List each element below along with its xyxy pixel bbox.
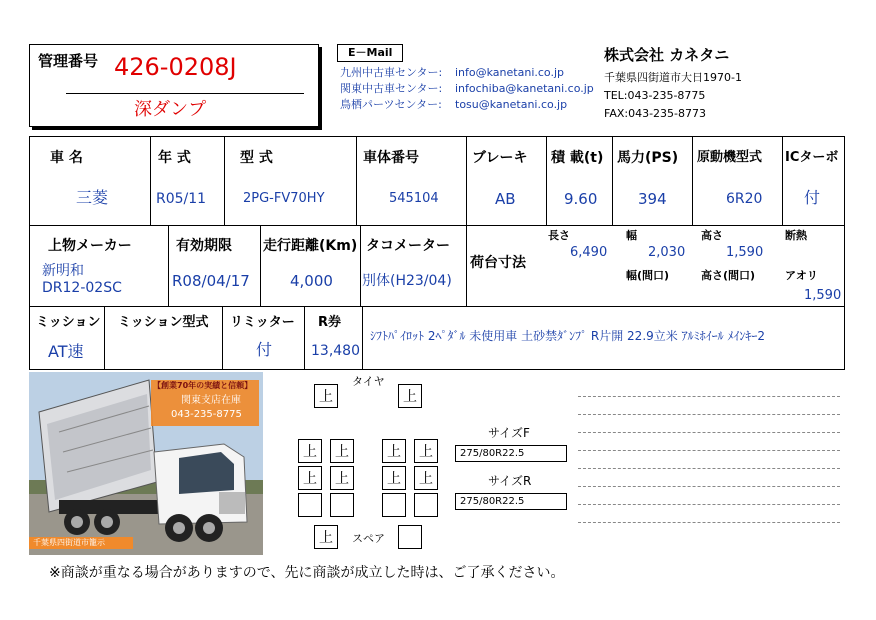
email-label: E－Mail	[348, 46, 393, 59]
size-r-label: サイズR	[488, 474, 532, 488]
tire-r1-lr: 上	[330, 439, 354, 463]
rule	[150, 136, 151, 225]
tire-front-left: 上	[314, 384, 338, 408]
header-model: 型 式	[240, 150, 273, 166]
tire-front-right: 上	[398, 384, 422, 408]
value-model: 2PG-FV70HY	[243, 191, 325, 206]
rule	[222, 306, 223, 370]
rule	[29, 225, 845, 226]
length-value: 6,490	[570, 245, 608, 260]
value-chassis: 545104	[389, 191, 439, 206]
r-ticket-value: 13,480	[311, 343, 360, 359]
r-ticket-label: R券	[318, 315, 342, 330]
tire-r3-rl	[382, 493, 406, 517]
size-f-label: サイズF	[488, 426, 530, 440]
truck-photo	[29, 372, 263, 555]
rule	[224, 136, 225, 225]
rule	[168, 225, 169, 306]
mileage-label: 走行距離(Km)	[263, 238, 358, 254]
header-chassis: 車体番号	[363, 150, 419, 166]
dash-line	[578, 468, 840, 469]
aori-label: アオリ	[785, 269, 818, 282]
dash-line	[578, 432, 840, 433]
value-brake: AB	[495, 190, 516, 208]
insulation-label: 断熱	[785, 229, 807, 242]
rule	[466, 136, 467, 225]
tire-r1-rr: 上	[414, 439, 438, 463]
contact-email-3[interactable]: tosu@kanetani.co.jp	[455, 98, 568, 111]
management-box	[29, 44, 319, 127]
management-label: 管理番号	[38, 52, 99, 70]
company-address: 千葉県四街道市大日1970-1	[604, 71, 742, 84]
notes: ｼﾌﾄﾊﾟｲﾛｯﾄ 2ﾍﾟﾀﾞﾙ 未使用車 土砂禁ﾀﾞﾝﾌﾟ R片開 22.9立米 ｱﾙﾐﾎｲｰﾙ ﾒｲﾝｷｰ2	[370, 329, 766, 343]
height-opening-label: 高さ(間口)	[701, 269, 756, 282]
tire-r2-lr: 上	[330, 466, 354, 490]
tire-title: タイヤ	[352, 375, 385, 388]
inspection-value: R08/04/17	[172, 272, 250, 290]
length-label: 長さ	[548, 229, 570, 242]
size-r-value: 275/80R22.5	[455, 493, 567, 510]
promo-banner: 【創業70年の実績と信頼】	[153, 381, 253, 390]
value-horsepower: 394	[638, 190, 667, 208]
mileage-value: 4,000	[290, 272, 333, 290]
rule	[782, 136, 783, 225]
dash-line	[578, 450, 840, 451]
spare-label: スペア	[352, 532, 385, 545]
body-type: 深ダンプ	[134, 99, 207, 120]
height-value: 1,590	[726, 245, 764, 260]
dash-line	[578, 504, 840, 505]
company-fax: FAX:043-235-8773	[604, 107, 707, 120]
company-tel: TEL:043-235-8775	[604, 89, 706, 102]
rule	[612, 136, 613, 225]
dash-line	[578, 486, 840, 487]
mission-type-label: ミッション型式	[118, 315, 209, 330]
bed-dimensions-label: 荷台寸法	[470, 255, 526, 271]
value-year: R05/11	[156, 191, 207, 207]
limiter-label: リミッター	[230, 315, 295, 330]
contact-email-2[interactable]: infochiba@kanetani.co.jp	[455, 82, 594, 95]
value-car-name: 三菱	[76, 188, 109, 207]
size-f-value: 275/80R22.5	[455, 445, 567, 462]
tire-r1-rl: 上	[382, 439, 406, 463]
inspection-label: 有効期限	[176, 238, 232, 254]
contact-email-1[interactable]: info@kanetani.co.jp	[455, 66, 564, 79]
rule	[29, 306, 845, 307]
photo-caption: 千葉県四街道市籠示	[33, 538, 105, 547]
tire-r3-rr	[414, 493, 438, 517]
rule	[466, 225, 467, 306]
dash-line	[578, 522, 840, 523]
management-number: 426-0208J	[114, 53, 237, 81]
rule	[546, 136, 547, 225]
value-engine: 6R20	[726, 191, 763, 207]
header-horsepower: 馬力(PS)	[617, 150, 679, 166]
tire-r2-ll: 上	[298, 466, 322, 490]
mission-label: ミッション	[36, 315, 101, 330]
header-car-name: 車 名	[50, 150, 83, 166]
footer-notice: ※商談が重なる場合がありますので、先に商談が成立した時は、ご了承ください。	[49, 565, 565, 581]
width-label: 幅	[626, 229, 637, 242]
tire-r2-rl: 上	[382, 466, 406, 490]
value-ic-turbo: 付	[804, 188, 821, 207]
width-opening-label: 幅(間口)	[626, 269, 670, 282]
promo-store: 関東支店在庫	[181, 395, 241, 406]
tire-r3-ll	[298, 493, 322, 517]
rule	[356, 136, 357, 225]
mission-value: AT速	[48, 342, 84, 361]
header-engine: 原動機型式	[697, 150, 763, 165]
rule	[104, 306, 105, 370]
company-name: 株式会社 カネタニ	[604, 46, 730, 64]
dash-line	[578, 396, 840, 397]
rule	[304, 306, 305, 370]
tacho-value: 別体(H23/04)	[362, 273, 452, 289]
contact-center-2: 関東中古車センター:	[340, 82, 443, 95]
tire-r3-lr	[330, 493, 354, 517]
contact-center-1: 九州中古車センター:	[340, 66, 443, 79]
header-brake: ブレーキ	[472, 150, 528, 166]
tire-spare-2	[398, 525, 422, 549]
tire-spare-1: 上	[314, 525, 338, 549]
divider	[66, 93, 304, 94]
aori-value: 1,590	[804, 288, 842, 303]
value-load: 9.60	[564, 190, 598, 208]
tire-r2-rr: 上	[414, 466, 438, 490]
height-label: 高さ	[701, 229, 723, 242]
header-ic-turbo: ICターボ	[785, 150, 839, 165]
tacho-label: タコメーター	[366, 238, 450, 254]
contact-center-3: 鳥栖パーツセンター:	[340, 98, 442, 111]
promo-phone: 043-235-8775	[171, 409, 242, 420]
maker-value-2: DR12-02SC	[42, 280, 122, 296]
rule	[360, 225, 361, 306]
tire-r1-ll: 上	[298, 439, 322, 463]
maker-label: 上物メーカー	[48, 238, 132, 254]
width-value: 2,030	[648, 245, 686, 260]
limiter-value: 付	[256, 340, 273, 359]
rule	[692, 136, 693, 225]
maker-value-1: 新明和	[42, 263, 84, 279]
rule	[362, 306, 363, 370]
dash-line	[578, 414, 840, 415]
header-year: 年 式	[158, 150, 191, 166]
header-load: 積 載(t)	[551, 150, 604, 166]
rule	[260, 225, 261, 306]
